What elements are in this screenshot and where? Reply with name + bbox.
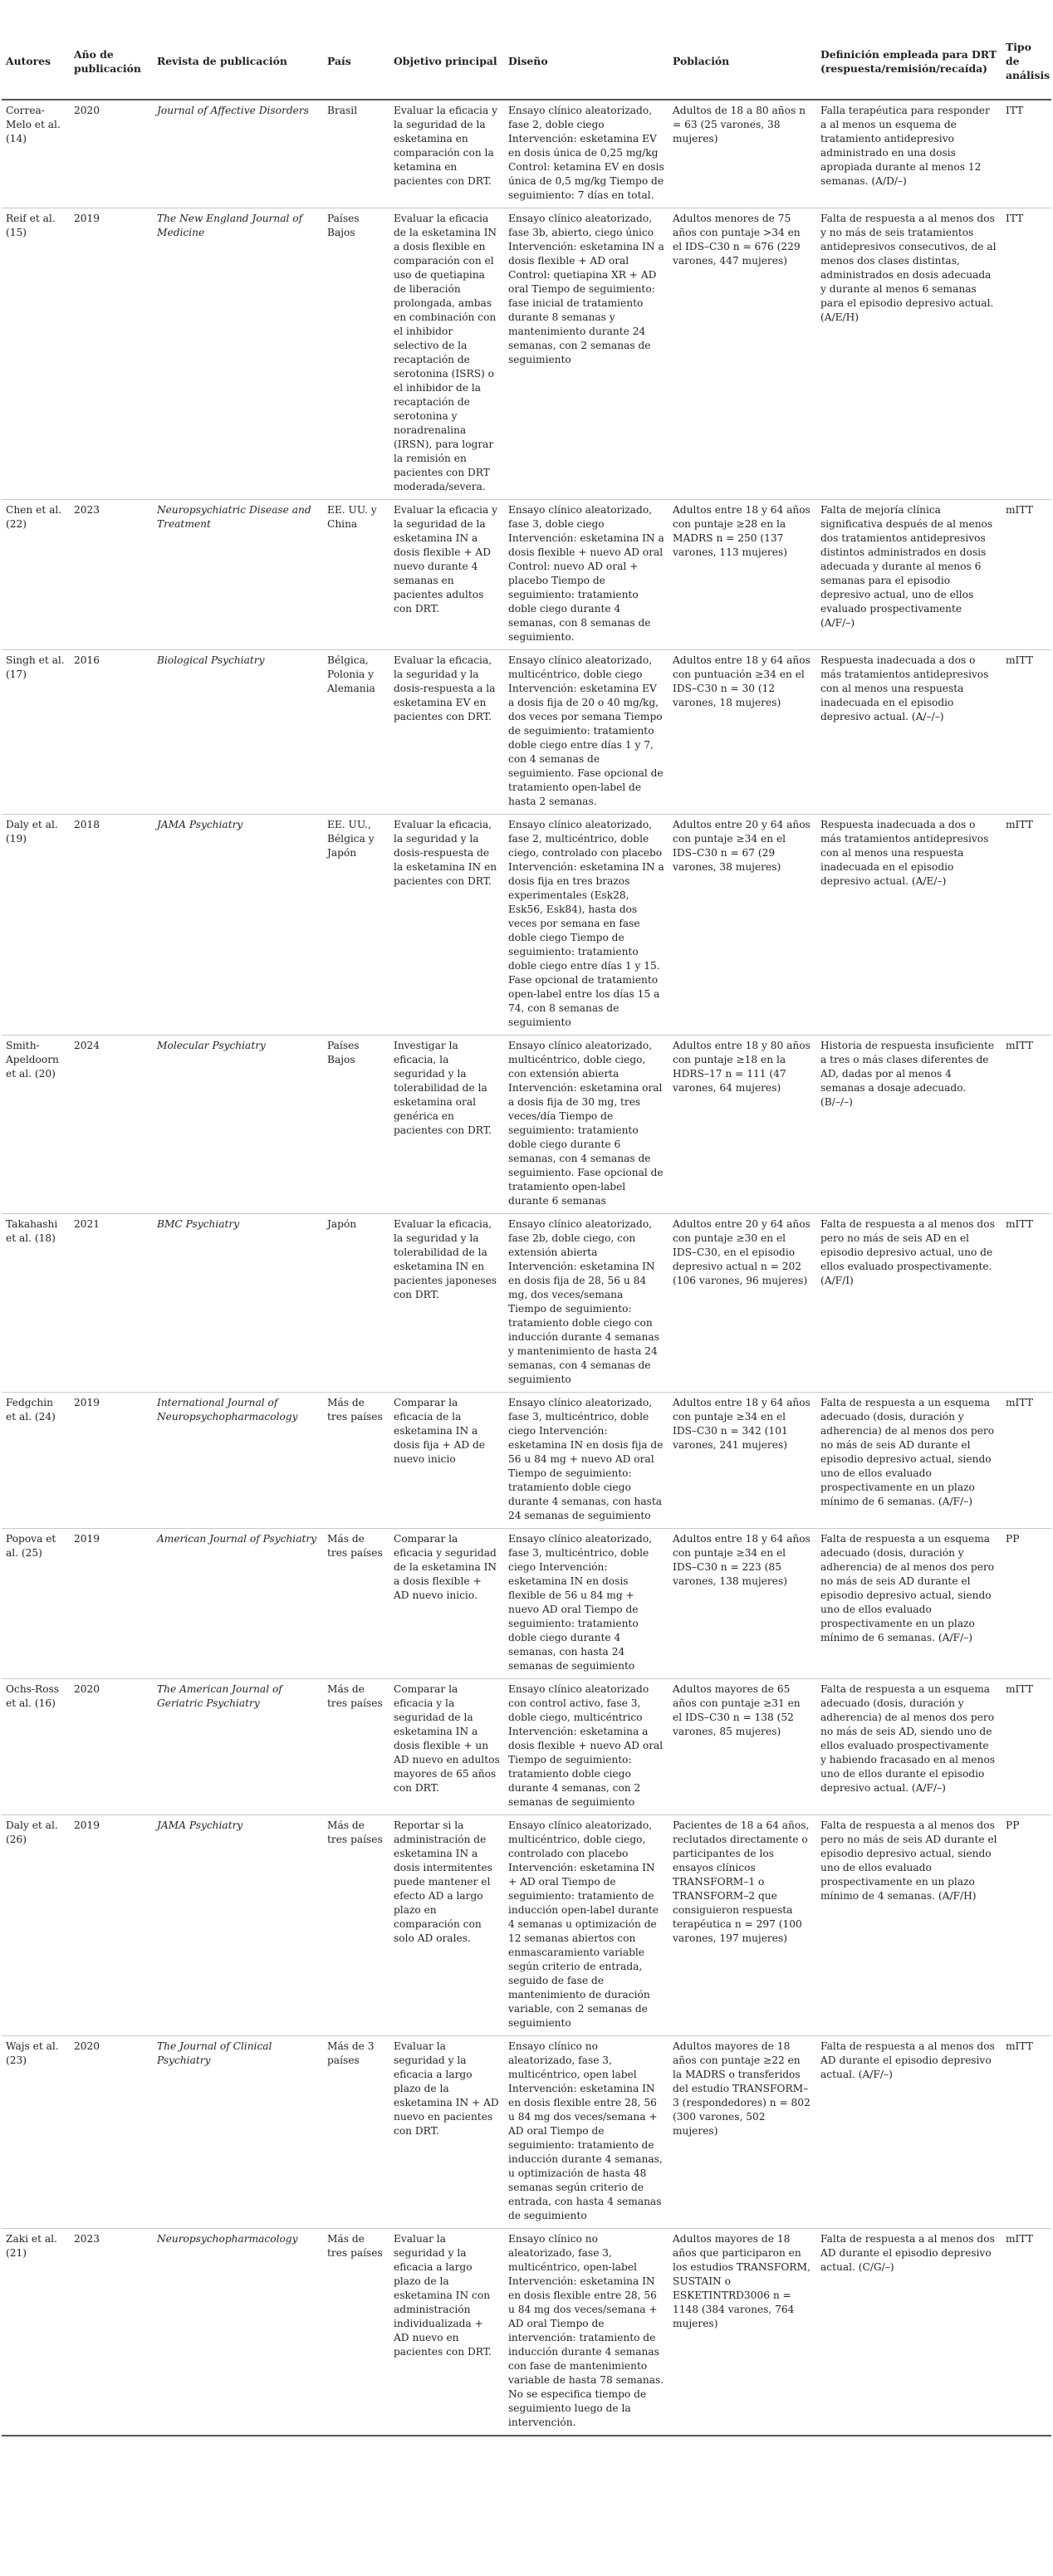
cell-anio [70, 1529, 153, 1679]
cell-analisis [1002, 500, 1051, 650]
analisis-text: mITT [1006, 819, 1033, 830]
cell-anio [70, 100, 153, 208]
cell-objetivo [389, 100, 504, 208]
cell-autores [2, 1679, 70, 1815]
cell-definicion [816, 650, 1002, 815]
table-row [2, 650, 1051, 815]
cell-autores [2, 2036, 70, 2229]
cell-revista [153, 815, 323, 1036]
cell-diseno [504, 650, 669, 815]
cell-revista [153, 500, 323, 650]
cell-autores [2, 815, 70, 1036]
poblacion-text: Adultos entre 18 y 64 años con puntaje ≥34 en el IDS–C30 n = 223 (85 varones, 138 mujeres) [673, 1533, 811, 1587]
diseno-text: Ensayo clínico aleatorizado, fase 3, doble ciego Intervención: esketamina IN a dosis flexible + nuevo AD oral Control: nuevo AD oral + placebo Tiempo de seguimiento: tratamiento doble ciego durante 4 semanas, con 8 semanas de seguimiento. [508, 504, 664, 643]
table-row [2, 500, 1051, 650]
revista-text: Neuropsychiatric Disease and Treatment [157, 504, 311, 530]
diseno-text: Ensayo clínico aleatorizado, fase 3, multicéntrico, doble ciego Intervención: esketamina IN en dosis fija de 56 u 84 mg + nuevo AD oral Tiempo de seguimiento: tratamiento doble ciego durante 4 semanas, con hasta 24 semanas de seguimiento [508, 1397, 664, 1521]
cell-definicion [816, 2036, 1002, 2229]
cell-diseno [504, 1393, 669, 1529]
analisis-text: mITT [1006, 2040, 1033, 2052]
cell-pais [323, 1036, 389, 1214]
cell-definicion [816, 1815, 1002, 2036]
cell-pais [323, 1393, 389, 1529]
pais-text: Más de tres países [327, 1819, 383, 1845]
poblacion-text: Pacientes de 18 a 64 años, reclutados directamente o participantes de los ensayos clínicos TRANSFORM–1 o TRANSFORM–2 que consiguieron respuesta terapéutica n = 297 (100 varones, 197 mujeres) [673, 1819, 810, 1944]
cell-autores [2, 650, 70, 815]
cell-objetivo [389, 1529, 504, 1679]
anio-text: 2021 [74, 1218, 100, 1230]
anio-text: 2019 [74, 1397, 100, 1408]
cell-analisis [1002, 650, 1051, 815]
poblacion-text: Adultos entre 18 y 64 años con puntaje ≥34 en el IDS–C30 n = 342 (101 varones, 241 mujeres) [673, 1397, 811, 1451]
analisis-text: PP [1006, 1533, 1020, 1545]
definicion-text: Falla terapéutica para responder a al menos un esquema de tratamiento antidepresivo administrado en una dosis apropiada durante al menos 12 semanas. (A/D/–) [820, 105, 990, 187]
pais-text: Japón [327, 1218, 357, 1230]
cell-pais [323, 100, 389, 208]
cell-objetivo [389, 815, 504, 1036]
cell-definicion [816, 1393, 1002, 1529]
cell-diseno [504, 815, 669, 1036]
table-row [2, 1393, 1051, 1529]
header-objetivo: Objetivo principal [389, 17, 504, 100]
revista-text: American Journal of Psychiatry [157, 1533, 317, 1545]
autores-text: Ochs-Ross et al. (16) [6, 1683, 60, 1709]
cell-poblacion [669, 208, 816, 500]
revista-text: JAMA Psychiatry [157, 1819, 243, 1831]
anio-text: 2020 [74, 105, 100, 116]
cell-definicion [816, 1679, 1002, 1815]
cell-pais [323, 1214, 389, 1393]
cell-analisis [1002, 1815, 1051, 2036]
anio-text: 2019 [74, 1533, 100, 1545]
analisis-text: mITT [1006, 1218, 1033, 1230]
header-poblacion: Población [669, 17, 816, 100]
cell-anio [70, 1815, 153, 2036]
cell-poblacion [669, 2036, 816, 2229]
cell-definicion [816, 1214, 1002, 1393]
table-row [2, 1679, 1051, 1815]
revista-text: The American Journal of Geriatric Psychiatry [157, 1683, 282, 1709]
analisis-text: ITT [1006, 105, 1024, 116]
pais-text: Más de tres países [327, 2233, 383, 2259]
anio-text: 2020 [74, 2040, 100, 2052]
cell-analisis [1002, 815, 1051, 1036]
cell-pais [323, 650, 389, 815]
cell-pais [323, 1815, 389, 2036]
cell-diseno [504, 1036, 669, 1214]
autores-text: Smith-Apeldoorn et al. (20) [6, 1040, 59, 1080]
definicion-text: Falta de respuesta a un esquema adecuado (dosis, duración y adherencia) de al menos dos pero no más de seis AD durante el episodio depresivo actual, siendo uno de ellos evaluado prospectivamente en un plazo mínimo de 6 semanas. (A/F/–) [820, 1533, 995, 1643]
analisis-text: mITT [1006, 1397, 1033, 1408]
definicion-text: Falta de respuesta a al menos dos AD durante el episodio depresivo actual. (C/G/–) [820, 2233, 995, 2273]
cell-analisis [1002, 1036, 1051, 1214]
cell-objetivo [389, 500, 504, 650]
diseno-text: Ensayo clínico aleatorizado, fase 3, multicéntrico, doble ciego Intervención: esketamina IN en dosis flexible de 56 u 84 mg + nuevo AD oral Tiempo de seguimiento: tratamiento doble ciego durante 4 semanas, con hasta 24 semanas de seguimiento [508, 1533, 653, 1672]
analisis-text: PP [1006, 1819, 1020, 1831]
revista-text: International Journal of Neuropsychopharmacology [157, 1397, 298, 1423]
autores-text: Fedgchin et al. (24) [6, 1397, 56, 1423]
cell-autores [2, 1036, 70, 1214]
cell-revista [153, 2036, 323, 2229]
poblacion-text: Adultos mayores de 18 años con puntaje ≥22 en la MADRS o transferidos del estudio TRANSFORM–3 (respondedores) n = 802 (300 varones, 502 mujeres) [673, 2040, 811, 2137]
diseno-text: Ensayo clínico aleatorizado, fase 2, doble ciego Intervención: esketamina EV en dosis única de 0,25 mg/kg Control: ketamina EV en dosis única de 0,5 mg/kg Tiempo de seguimiento: 7 días en total. [508, 105, 664, 201]
cell-definicion [816, 500, 1002, 650]
autores-text: Takahashi et al. (18) [6, 1218, 58, 1244]
definicion-text: Falta de respuesta a un esquema adecuado (dosis, duración y adherencia) de al menos dos pero no más de seis AD, siendo uno de ellos evaluado prospectivamente y habiendo fracasado en al menos uno de ellos durante el episodio depresivo actual. (A/F/–) [820, 1683, 996, 1794]
cell-revista [153, 1529, 323, 1679]
table-row [2, 1214, 1051, 1393]
autores-text: Chen et al. (22) [6, 504, 62, 530]
table-row [2, 815, 1051, 1036]
analisis-text: mITT [1006, 504, 1033, 516]
diseno-text: Ensayo clínico aleatorizado, fase 2, multicéntrico, doble ciego, controlado con placebo Intervención: esketamina IN a dosis fija en tres brazos experimentales (Esk28, Esk56, Esk84), hasta dos veces por semana en fase doble ciego Tiempo de seguimiento: tratamiento doble ciego entre días 1 y 15. Fase opcional de tratamiento open-label entre los días 15 a 74, con 8 semanas de seguimiento [508, 819, 664, 1028]
cell-poblacion [669, 650, 816, 815]
poblacion-text: Adultos mayores de 65 años con puntaje ≥31 en el IDS–C30 n = 138 (52 varones, 85 mujeres) [673, 1683, 801, 1737]
objetivo-text: Comparar la eficacia y la seguridad de la esketamina IN a dosis flexible + un AD nuevo en adultos mayores de 65 años con DRT. [394, 1683, 500, 1794]
objetivo-text: Evaluar la eficacia y la seguridad de la esketamina en comparación con la ketamina en pacientes con DRT. [394, 105, 497, 187]
autores-text: Daly et al. (19) [6, 819, 58, 845]
cell-pais [323, 1679, 389, 1815]
cell-pais [323, 500, 389, 650]
analisis-text: mITT [1006, 654, 1033, 666]
objetivo-text: Evaluar la eficacia, la seguridad y la dosis-respuesta de la esketamina IN en pacientes con DRT. [394, 819, 497, 887]
table-row [2, 2036, 1051, 2229]
cell-diseno [504, 1529, 669, 1679]
pais-text: Más de tres países [327, 1397, 383, 1423]
autores-text: Daly et al. (26) [6, 1819, 58, 1845]
cell-analisis [1002, 100, 1051, 208]
anio-text: 2018 [74, 819, 100, 830]
pais-text: Países Bajos [327, 213, 360, 238]
cell-analisis [1002, 1214, 1051, 1393]
autores-text: Singh et al. (17) [6, 654, 65, 680]
cell-analisis [1002, 1393, 1051, 1529]
pais-text: EE. UU. y China [327, 504, 377, 530]
poblacion-text: Adultos entre 20 y 64 años con puntaje ≥34 en el IDS–C30 n = 67 (29 varones, 38 mujeres) [673, 819, 811, 873]
anio-text: 2016 [74, 654, 100, 666]
pais-text: Bélgica, Polonia y Alemania [327, 654, 375, 694]
objetivo-text: Evaluar la eficacia, la seguridad y la dosis-respuesta a la esketamina EV en pacientes con DRT. [394, 654, 496, 722]
cell-revista [153, 1815, 323, 2036]
cell-definicion [816, 208, 1002, 500]
cell-anio [70, 815, 153, 1036]
autores-text: Wajs et al. (23) [6, 2040, 59, 2066]
cell-anio [70, 650, 153, 815]
anio-text: 2020 [74, 1683, 100, 1695]
cell-poblacion [669, 815, 816, 1036]
cell-objetivo [389, 1679, 504, 1815]
cell-autores [2, 1529, 70, 1679]
definicion-text: Respuesta inadecuada a dos o más tratamientos antidepresivos con al menos una respuesta inadecuada en el episodio depresivo actual. (A/E/–) [820, 819, 989, 887]
objetivo-text: Evaluar la eficacia de la esketamina IN a dosis flexible en comparación con el uso de quetiapina de liberación prolongada, ambas en combinación con el inhibidor selectivo de la recaptación de serotonina (ISRS) o el inhibidor de la recaptación de serotonina y noradrenalina (IRSN), para lograr la remisión en pacientes con DRT moderada/severa. [394, 213, 497, 492]
definicion-text: Falta de respuesta a al menos dos pero no más de seis AD durante el episodio depresivo actual, siendo uno de ellos evaluado prospectivamente en un plazo mínimo de 4 semanas. (A/F/H) [820, 1819, 997, 1902]
anio-text: 2019 [74, 213, 100, 224]
cell-poblacion [669, 100, 816, 208]
cell-revista [153, 1393, 323, 1529]
cell-autores [2, 2229, 70, 2436]
cell-analisis [1002, 2229, 1051, 2436]
table-row [2, 1036, 1051, 1214]
table-row [2, 2229, 1051, 2436]
cell-diseno [504, 500, 669, 650]
poblacion-text: Adultos mayores de 18 años que participaron en los estudios TRANSFORM, SUSTAIN o ESKETINTRD3006 n = 1148 (384 varones, 764 mujeres) [673, 2233, 811, 2329]
definicion-text: Falta de respuesta a al menos dos y no más de seis tratamientos antidepresivos consecutivos, de al menos dos clases distintas, administrados en dosis adecuada y durante al menos 6 semanas para el episodio depresivo actual. (A/E/H) [820, 213, 997, 323]
definicion-text: Respuesta inadecuada a dos o más tratamientos antidepresivos con al menos una respuesta inadecuada en el episodio depresivo actual. (A/–/–) [820, 654, 989, 722]
cell-poblacion [669, 1815, 816, 2036]
cell-revista [153, 650, 323, 815]
header-revista: Revista de publicación [153, 17, 323, 100]
cell-revista [153, 1214, 323, 1393]
pais-text: Más de 3 países [327, 2040, 375, 2066]
cell-diseno [504, 2229, 669, 2436]
cell-diseno [504, 1679, 669, 1815]
header-definicion: Definición empleada para DRT (respuesta/remisión/recaída) [816, 17, 1002, 100]
diseno-text: Ensayo clínico aleatorizado, fase 3b, abierto, ciego único Intervención: esketamina IN a dosis flexible + AD oral Control: quetiapina XR + AD oral Tiempo de seguimiento: fase inicial de tratamiento durante 8 semanas y mantenimiento durante 24 semanas, con 2 semanas de seguimiento [508, 213, 664, 365]
cell-objetivo [389, 650, 504, 815]
cell-anio [70, 500, 153, 650]
diseno-text: Ensayo clínico aleatorizado, multicéntrico, doble ciego, controlado con placebo Intervención: esketamina IN + AD oral Tiempo de seguimiento: tratamiento de inducción open-label durante 4 semanas u optimización de 12 semanas abiertos con enmascaramiento variable según criterio de entrada, seguido de fase de mantenimiento de duración variable, con 2 semanas de seguimiento [508, 1819, 659, 2029]
cell-objetivo [389, 2229, 504, 2436]
table-row [2, 1815, 1051, 2036]
diseno-text: Ensayo clínico aleatorizado, fase 2b, doble ciego, con extensión abierta Intervención: esketamina IN en dosis fija de 28, 56 u 84 mg, dos veces/semana Tiempo de seguimiento: tratamiento doble ciego con inducción durante 4 semanas y mantenimiento de hasta 24 semanas, con 4 semanas de seguimiento [508, 1218, 659, 1385]
analisis-text: mITT [1006, 1040, 1033, 1051]
cell-poblacion [669, 1393, 816, 1529]
cell-poblacion [669, 1036, 816, 1214]
cell-poblacion [669, 500, 816, 650]
definicion-text: Falta de respuesta a un esquema adecuado (dosis, duración y adherencia) de al menos dos pero no más de seis AD durante el episodio depresivo actual, siendo uno de ellos evaluado prospectivamente en un plazo mínimo de 6 semanas. (A/F/–) [820, 1397, 995, 1507]
cell-revista [153, 1036, 323, 1214]
cell-anio [70, 2036, 153, 2229]
cell-revista [153, 208, 323, 500]
cell-anio [70, 208, 153, 500]
cell-objetivo [389, 1393, 504, 1529]
anio-text: 2023 [74, 504, 100, 516]
objetivo-text: Comparar la eficacia de la esketamina IN a dosis fija + AD de nuevo inicio [394, 1397, 486, 1465]
objetivo-text: Evaluar la eficacia, la seguridad y la tolerabilidad de la esketamina IN en pacientes japoneses con DRT. [394, 1218, 497, 1300]
objetivo-text: Reportar si la administración de esketamina IN a dosis intermitentes puede mantener el efecto AD a largo plazo en comparación con solo AD orales. [394, 1819, 492, 1944]
autores-text: Reif et al. (15) [6, 213, 56, 238]
cell-objetivo [389, 1036, 504, 1214]
anio-text: 2023 [74, 2233, 100, 2245]
revista-text: Journal of Affective Disorders [157, 105, 309, 116]
revista-text: The Journal of Clinical Psychiatry [157, 2040, 272, 2066]
analisis-text: ITT [1006, 213, 1024, 224]
cell-diseno [504, 1214, 669, 1393]
revista-text: The New England Journal of Medicine [157, 213, 303, 238]
cell-analisis [1002, 1679, 1051, 1815]
cell-definicion [816, 1529, 1002, 1679]
revista-text: Molecular Psychiatry [157, 1040, 266, 1051]
cell-objetivo [389, 1214, 504, 1393]
cell-autores [2, 208, 70, 500]
objetivo-text: Evaluar la seguridad y la eficacia a largo plazo de la esketamina IN con administración individualizada + AD nuevo en pacientes con DRT. [394, 2233, 492, 2358]
table-row [2, 100, 1051, 208]
cell-pais [323, 2036, 389, 2229]
cell-anio [70, 1036, 153, 1214]
autores-text: Correa-Melo et al. (14) [6, 105, 61, 144]
objetivo-text: Evaluar la seguridad y la eficacia a largo plazo de la esketamina IN + AD nuevo en pacientes con DRT. [394, 2040, 499, 2137]
anio-text: 2024 [74, 1040, 100, 1051]
poblacion-text: Adultos entre 18 y 80 años con puntaje ≥18 en la HDRS–17 n = 111 (47 varones, 64 mujeres) [673, 1040, 811, 1094]
diseno-text: Ensayo clínico aleatorizado con control activo, fase 3, doble ciego, multicéntrico Intervención: esketamina a dosis flexible + nuevo AD oral Tiempo de seguimiento: tratamiento doble ciego durante 4 semanas, con 2 semanas de seguimiento [508, 1683, 664, 1808]
definicion-text: Falta de respuesta a al menos dos AD durante el episodio depresivo actual. (A/F/–) [820, 2040, 995, 2080]
cell-analisis [1002, 2036, 1051, 2229]
header-diseno: Diseño [504, 17, 669, 100]
revista-text: BMC Psychiatry [157, 1218, 240, 1230]
cell-definicion [816, 815, 1002, 1036]
cell-diseno [504, 2036, 669, 2229]
diseno-text: Ensayo clínico no aleatorizado, fase 3, multicéntrico, open label Intervención: esketamina IN en dosis flexible entre 28, 56 u 84 mg dos veces/semana + AD oral Tiempo de seguimiento: tratamiento de inducción durante 4 semanas, u optimización de hasta 48 semanas según criterio de entrada, con hasta 4 semanas de seguimiento [508, 2040, 663, 2221]
table-body [2, 100, 1051, 2436]
objetivo-text: Evaluar la eficacia y la seguridad de la esketamina IN a dosis flexible + AD nuevo durante 4 semanas en pacientes adultos con DRT. [394, 504, 497, 615]
anio-text: 2019 [74, 1819, 100, 1831]
autores-text: Zaki et al. (21) [6, 2233, 57, 2259]
revista-text: Neuropsychopharmacology [157, 2233, 298, 2245]
cell-definicion [816, 1036, 1002, 1214]
definicion-text: Falta de respuesta a al menos dos pero no más de seis AD en el episodio depresivo actual, uno de ellos evaluado prospectivamente. (A/F/I) [820, 1218, 995, 1286]
cell-diseno [504, 100, 669, 208]
poblacion-text: Adultos entre 18 y 64 años con puntuación ≥34 en el IDS–C30 n = 30 (12 varones, 18 mujeres) [673, 654, 811, 708]
cell-definicion [816, 2229, 1002, 2436]
table-row [2, 208, 1051, 500]
autores-text: Popova et al. (25) [6, 1533, 56, 1559]
pais-text: Países Bajos [327, 1040, 360, 1065]
cell-autores [2, 500, 70, 650]
objetivo-text: Investigar la eficacia, la seguridad y la tolerabilidad de la esketamina oral genérica en pacientes con DRT. [394, 1040, 492, 1136]
cell-anio [70, 2229, 153, 2436]
definicion-text: Historia de respuesta insuficiente a tres o más clases diferentes de AD, dadas por al menos 4 semanas a dosaje adecuado. (B/–/–) [820, 1040, 995, 1108]
revista-text: JAMA Psychiatry [157, 819, 243, 830]
cell-objetivo [389, 208, 504, 500]
cell-analisis [1002, 1529, 1051, 1679]
analisis-text: mITT [1006, 2233, 1033, 2245]
header-row [2, 17, 1051, 100]
table-header [2, 17, 1051, 100]
header-anio: Año de publicación [70, 17, 153, 100]
diseno-text: Ensayo clínico aleatorizado, multicéntrico, doble ciego Intervención: esketamina EV a dosis fija de 20 o 40 mg/kg, dos veces por semana Tiempo de seguimiento: tratamiento doble ciego entre días 1 y 7, con 4 semanas de seguimiento. Fase opcional de tratamiento open-label de hasta 2 semanas. [508, 654, 664, 807]
revista-text: Biological Psychiatry [157, 654, 265, 666]
cell-anio [70, 1214, 153, 1393]
cell-poblacion [669, 1214, 816, 1393]
cell-pais [323, 1529, 389, 1679]
pais-text: Brasil [327, 105, 358, 116]
cell-diseno [504, 1815, 669, 2036]
header-analisis: Tipo de análisis [1002, 17, 1051, 100]
cell-objetivo [389, 1815, 504, 2036]
header-autores: Autores [2, 17, 70, 100]
cell-definicion [816, 100, 1002, 208]
cell-poblacion [669, 1529, 816, 1679]
poblacion-text: Adultos entre 20 y 64 años con puntaje ≥30 en el IDS–C30, en el episodio depresivo actual n = 202 (106 varones, 96 mujeres) [673, 1218, 811, 1286]
cell-pais [323, 815, 389, 1036]
cell-autores [2, 1815, 70, 2036]
cell-pais [323, 2229, 389, 2436]
definicion-text: Falta de mejoría clínica significativa después de al menos dos tratamientos antidepresivos distintos administrados en dosis adecuada y durante al menos 6 semanas para el episodio depresivo actual, uno de ellos evaluado prospectivamente (A/F/–) [820, 504, 993, 629]
diseno-text: Ensayo clínico no aleatorizado, fase 3, multicéntrico, open-label Intervención: esketamina IN en dosis flexible entre 28, 56 u 84 mg dos veces/semana + AD oral Tiempo de intervención: tratamiento de inducción durante 4 semanas con fase de mantenimiento variable de hasta 78 semanas. No se especifica tiempo de seguimiento luego de la intervención. [508, 2233, 664, 2428]
pais-text: Más de tres países [327, 1683, 383, 1709]
table-row [2, 1529, 1051, 1679]
diseno-text: Ensayo clínico aleatorizado, multicéntrico, doble ciego, con extensión abierta Intervención: esketamina oral a dosis fija de 30 mg, tres veces/día Tiempo de seguimiento: tratamiento doble ciego durante 6 semanas, con 4 semanas de seguimiento. Fase opcional de tratamiento open-label durante 6 semanas [508, 1040, 664, 1207]
cell-poblacion [669, 1679, 816, 1815]
cell-autores [2, 100, 70, 208]
poblacion-text: Adultos de 18 a 80 años n = 63 (25 varones, 38 mujeres) [673, 105, 806, 144]
pais-text: EE. UU., Bélgica y Japón [327, 819, 375, 859]
cell-autores [2, 1393, 70, 1529]
cell-pais [323, 208, 389, 500]
cell-anio [70, 1393, 153, 1529]
header-pais: País [323, 17, 389, 100]
cell-analisis [1002, 208, 1051, 500]
cell-autores [2, 1214, 70, 1393]
cell-poblacion [669, 2229, 816, 2436]
analisis-text: mITT [1006, 1683, 1033, 1695]
cell-revista [153, 100, 323, 208]
cell-anio [70, 1679, 153, 1815]
objetivo-text: Comparar la eficacia y seguridad de la esketamina IN a dosis flexible + AD nuevo inicio. [394, 1533, 497, 1601]
cell-revista [153, 2229, 323, 2436]
cell-objetivo [389, 2036, 504, 2229]
cell-revista [153, 1679, 323, 1815]
poblacion-text: Adultos entre 18 y 64 años con puntaje ≥28 en la MADRS n = 250 (137 varones, 113 mujeres) [673, 504, 811, 558]
poblacion-text: Adultos menores de 75 años con puntaje >34 en el IDS–C30 n = 676 (229 varones, 447 mujeres) [673, 213, 801, 267]
cell-diseno [504, 208, 669, 500]
studies-table [2, 17, 1051, 2436]
pais-text: Más de tres países [327, 1533, 383, 1559]
